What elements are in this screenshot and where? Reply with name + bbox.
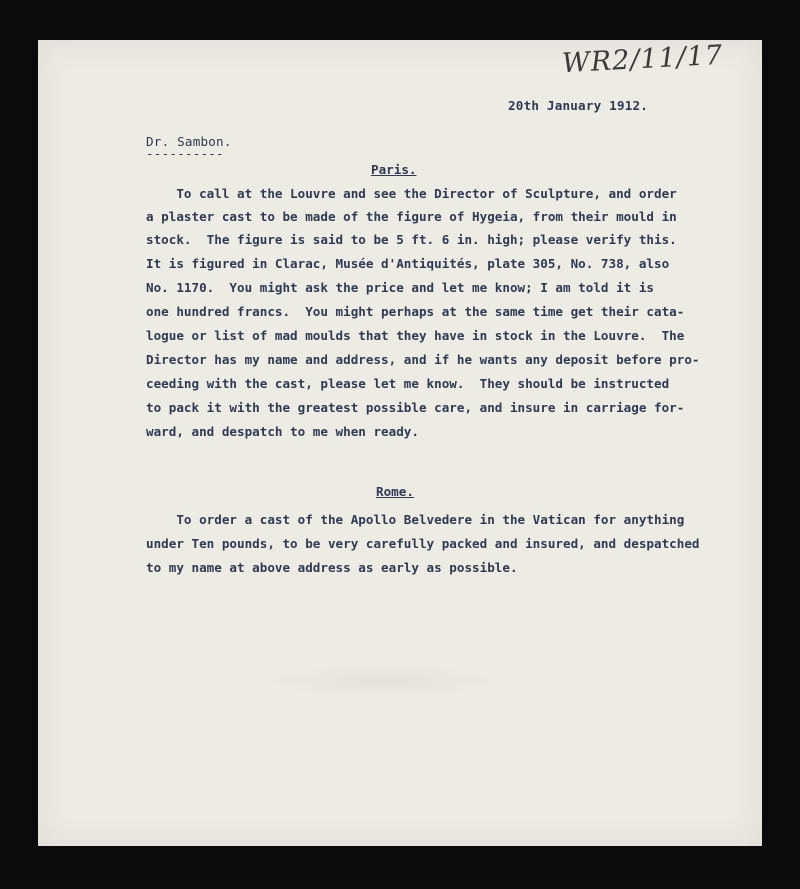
handwritten-reference-mark: WR2/11/17 (561, 39, 724, 80)
paris-line: to pack it with the greatest possible care, and insure in carriage for- (146, 400, 685, 415)
paris-line: Director has my name and address, and if he wants any deposit before pro- (146, 352, 700, 367)
addressee: Dr. Sambon. (146, 134, 232, 149)
paris-line: To call at the Louvre and see the Director of Sculpture, and order (146, 186, 677, 201)
letter-date: 20th January 1912. (508, 98, 649, 113)
letter-page (38, 40, 762, 846)
rome-line: under Ten pounds, to be very carefully packed and insured, and despatched (146, 536, 700, 551)
paris-line: logue or list of mad moulds that they have in stock in the Louvre. The (146, 328, 685, 343)
section-heading-paris: Paris. (371, 162, 417, 177)
addressee-underline: ---------- (146, 146, 224, 161)
faint-show-through-marks (268, 666, 498, 696)
rome-line: to my name at above address as early as possible. (146, 560, 518, 575)
rome-line: To order a cast of the Apollo Belvedere in the Vatican for anything (146, 512, 685, 527)
paris-line: stock. The figure is said to be 5 ft. 6 in. high; please verify this. (146, 232, 677, 247)
paris-line: It is figured in Clarac, Musée d'Antiquités, plate 305, No. 738, also (146, 256, 670, 271)
paris-line: ward, and despatch to me when ready. (146, 424, 419, 439)
section-heading-rome: Rome. (376, 484, 414, 499)
paris-line: one hundred francs. You might perhaps at the same time get their cata- (146, 304, 685, 319)
paris-line: ceeding with the cast, please let me know. They should be instructed (146, 376, 670, 391)
paris-line: No. 1170. You might ask the price and let me know; I am told it is (146, 280, 654, 295)
paris-line: a plaster cast to be made of the figure of Hygeia, from their mould in (146, 209, 677, 224)
